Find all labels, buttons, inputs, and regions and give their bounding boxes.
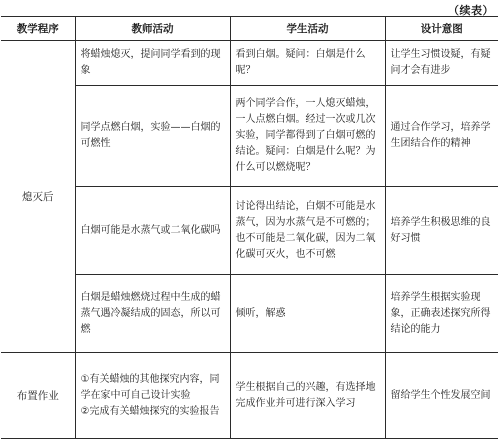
header-teacher-activity: 教师活动 — [75, 17, 230, 41]
student-activity-cell: 看到白烟。疑问：白烟是什么呢？ — [230, 41, 385, 86]
table-header-row — [1, 17, 498, 41]
teacher-activity-cell: 将蜡烛熄灭，提问同学看到的现象 — [75, 41, 230, 86]
teacher-activity-cell: ①有关蜡烛的其他探究内容，同学在家中可自己设计实验 ②完成有关蜡烛探究的实验报告 — [75, 353, 230, 439]
table-row — [1, 275, 498, 353]
design-intent-cell: 培养学生积极思维的良好习惯 — [385, 187, 498, 275]
design-intent-cell: 通过合作学习，培养学生团结合作的精神 — [385, 86, 498, 187]
table-row — [1, 187, 498, 275]
student-activity-cell: 两个同学合作，一人熄灭蜡烛，一人点燃白烟。经过一次或几次实验，同学都得到了白烟可燃的结论。疑问：白烟是什么呢？为什么可以燃烧呢？ — [230, 86, 385, 187]
student-activity-cell: 讨论得出结论，白烟不可能是水蒸气，因为水蒸气是不可燃的；也不可能是二氧化碳，因为二氧化碳可灭火，也不可燃 — [230, 187, 385, 275]
table-row — [1, 41, 498, 86]
design-intent-cell: 留给学生个性发展空间 — [385, 353, 498, 439]
stage-cell-extinguish: 熄灭后 — [1, 41, 75, 353]
design-intent-cell: 培养学生根据实验现象，正确表述探究所得结论的能力 — [385, 275, 498, 353]
lesson-plan-table — [1, 16, 498, 439]
header-design-intent: 设计意图 — [385, 17, 498, 41]
continued-label: （续表） — [448, 4, 494, 17]
table-row — [1, 86, 498, 187]
table-row — [1, 353, 498, 439]
header-student-activity: 学生活动 — [230, 17, 385, 41]
header-teaching-procedure: 教学程序 — [1, 17, 75, 41]
teacher-activity-cell: 白烟是蜡烛燃烧过程中生成的蜡蒸气遇冷凝结成的固态，所以可燃 — [75, 275, 230, 353]
student-activity-cell: 倾听，解惑 — [230, 275, 385, 353]
stage-cell-homework: 布置作业 — [1, 353, 75, 439]
student-activity-cell: 学生根据自己的兴趣，有选择地完成作业并可进行深入学习 — [230, 353, 385, 439]
teacher-activity-cell: 白烟可能是水蒸气或二氧化碳吗 — [75, 187, 230, 275]
teacher-activity-cell: 同学点燃白烟，实验——白烟的可燃性 — [75, 86, 230, 187]
design-intent-cell: 让学生习惯设疑，有疑问才会有进步 — [385, 41, 498, 86]
